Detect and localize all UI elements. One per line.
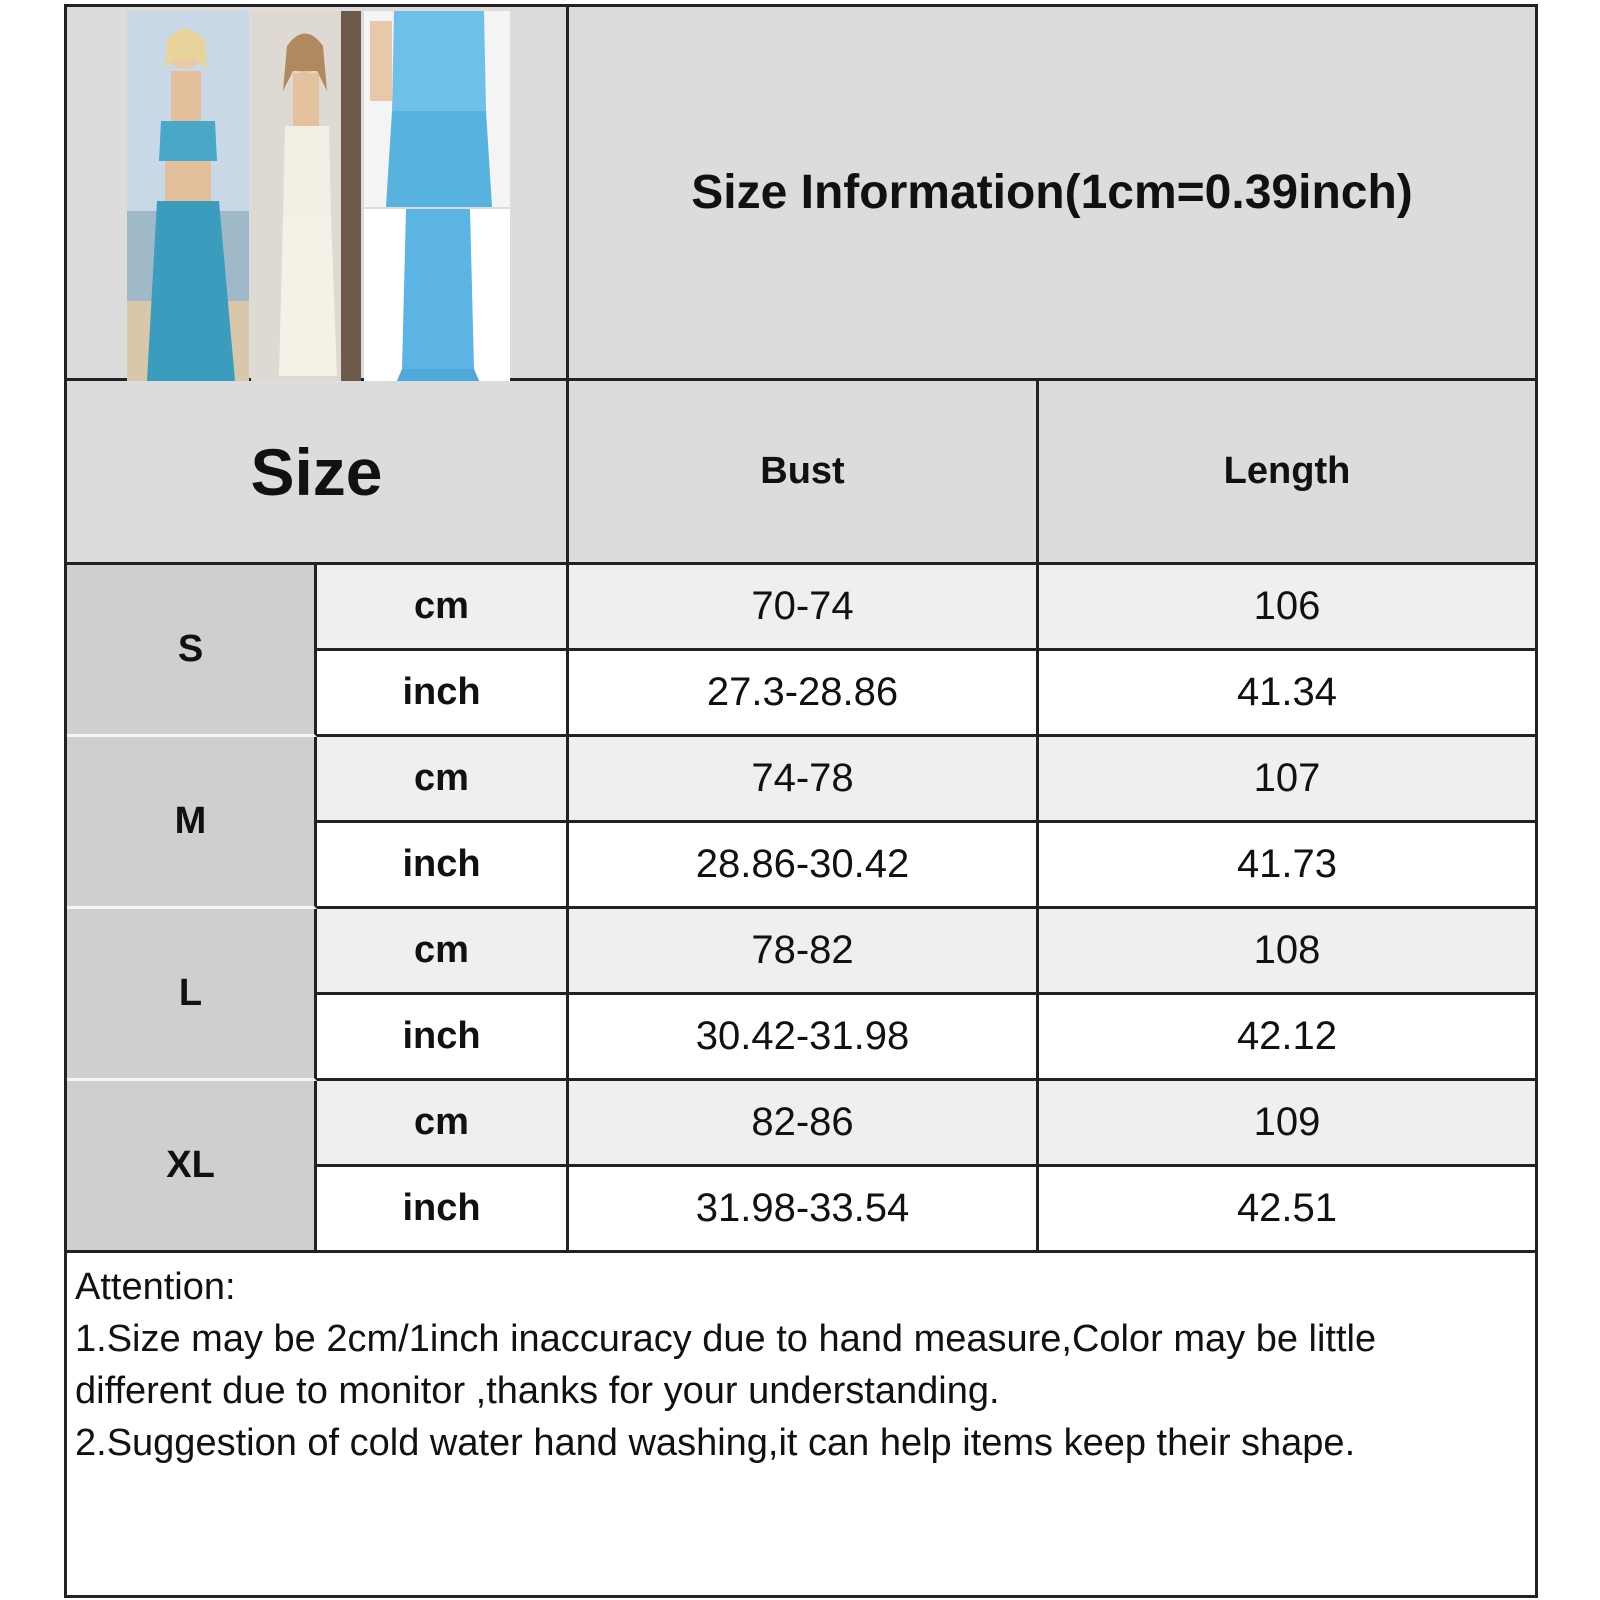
unit-cm-cell	[317, 1081, 569, 1167]
length-cm-cell	[1039, 1081, 1535, 1167]
unit-label-inch: inch	[402, 1187, 481, 1229]
length-inch-cell	[1039, 651, 1535, 737]
attention-note-2: 2.Suggestion of cold water hand washing,it can help items keep their shape.	[75, 1422, 1356, 1464]
bust-cm-cell	[569, 909, 1039, 995]
attention-note-1: 1.Size may be 2cm/1inch inaccuracy due to hand measure,Color may be little	[75, 1318, 1377, 1360]
size-label: M	[174, 800, 207, 842]
bust-cm-cell	[569, 565, 1039, 651]
bust-cm-value: 74-78	[751, 756, 854, 800]
size-label-cell	[67, 737, 317, 909]
bust-cm-value: 70-74	[751, 584, 854, 628]
unit-label-cm: cm	[414, 757, 469, 799]
product-photo-blue-skirt	[364, 209, 510, 383]
attention-heading: Attention:	[75, 1266, 236, 1308]
bust-header-label: Bust	[760, 450, 845, 492]
size-label: XL	[166, 1144, 215, 1186]
length-inch-value: 42.12	[1236, 1014, 1338, 1058]
size-label-cell	[67, 565, 317, 737]
length-cm-cell	[1039, 909, 1535, 995]
unit-cm-cell	[317, 565, 569, 651]
unit-label-inch: inch	[402, 671, 481, 713]
length-column-header	[1039, 381, 1535, 565]
size-chart	[64, 4, 1538, 1598]
product-photo-white-set	[251, 11, 361, 383]
unit-inch-cell	[317, 1167, 569, 1253]
bust-cm-value: 82-86	[751, 1100, 854, 1144]
size-header-label: Size	[250, 434, 383, 509]
bust-inch-cell	[569, 823, 1039, 909]
unit-label-cm: cm	[414, 585, 469, 627]
bust-inch-cell	[569, 995, 1039, 1081]
unit-inch-cell	[317, 823, 569, 909]
attention-note-1-cont: different due to monitor ,thanks for your understanding.	[75, 1370, 1000, 1412]
bust-inch-cell	[569, 651, 1039, 737]
unit-label-inch: inch	[402, 1015, 481, 1057]
product-photo-blue-top	[364, 11, 510, 207]
bust-cm-value: 78-82	[751, 928, 854, 972]
bust-inch-value: 28.86-30.42	[695, 842, 910, 886]
length-cm-value: 108	[1253, 928, 1321, 972]
unit-inch-cell	[317, 995, 569, 1081]
bust-inch-value: 31.98-33.54	[695, 1186, 910, 1230]
bust-inch-value: 27.3-28.86	[706, 670, 899, 714]
length-inch-cell	[1039, 995, 1535, 1081]
size-label: L	[178, 972, 203, 1014]
unit-cm-cell	[317, 737, 569, 823]
length-cm-value: 107	[1253, 756, 1321, 800]
length-inch-cell	[1039, 823, 1535, 909]
chart-title-cell	[569, 7, 1535, 381]
length-inch-cell	[1039, 1167, 1535, 1253]
product-photo-collage	[127, 11, 510, 383]
size-label: S	[177, 628, 204, 670]
unit-cm-cell	[317, 909, 569, 995]
attention-notes	[67, 1253, 1535, 1595]
bust-inch-cell	[569, 1167, 1039, 1253]
bust-cm-cell	[569, 1081, 1039, 1167]
length-inch-value: 42.51	[1236, 1186, 1338, 1230]
length-header-label: Length	[1223, 450, 1351, 492]
chart-title: Size Information(1cm=0.39inch)	[691, 166, 1413, 219]
length-cm-cell	[1039, 565, 1535, 651]
unit-inch-cell	[317, 651, 569, 737]
bust-cm-cell	[569, 737, 1039, 823]
size-label-cell	[67, 909, 317, 1081]
bust-inch-value: 30.42-31.98	[695, 1014, 910, 1058]
bust-column-header	[569, 381, 1039, 565]
unit-label-cm: cm	[414, 1101, 469, 1143]
product-photo-blue-set	[127, 11, 249, 383]
length-cm-cell	[1039, 737, 1535, 823]
unit-label-cm: cm	[414, 929, 469, 971]
length-cm-value: 109	[1253, 1100, 1321, 1144]
product-photo-cell	[67, 7, 569, 381]
size-label-cell	[67, 1081, 317, 1253]
length-inch-value: 41.34	[1236, 670, 1338, 714]
unit-label-inch: inch	[402, 843, 481, 885]
size-column-header	[67, 381, 569, 565]
length-inch-value: 41.73	[1236, 842, 1338, 886]
length-cm-value: 106	[1253, 584, 1321, 628]
